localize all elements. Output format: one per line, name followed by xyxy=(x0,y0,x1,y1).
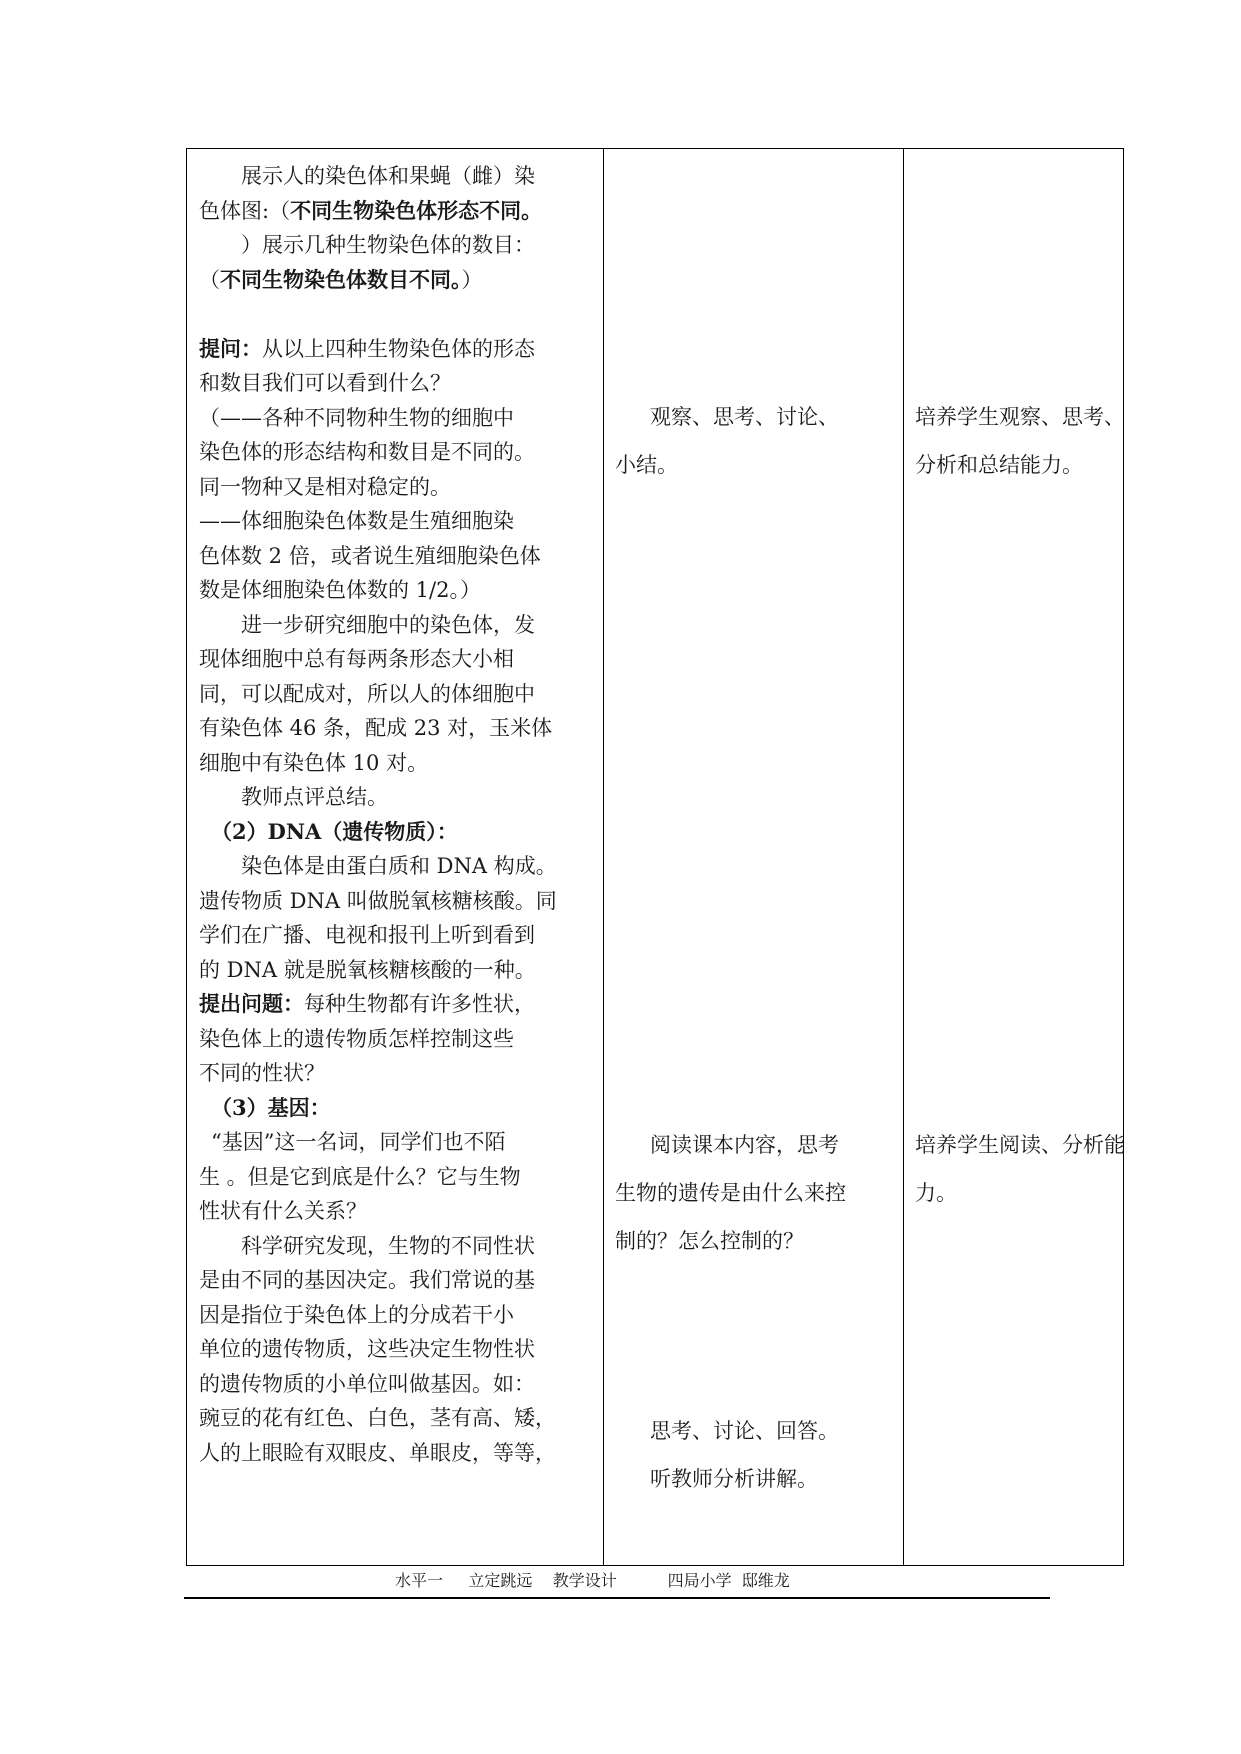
column-divider xyxy=(903,149,904,1565)
content-line xyxy=(199,297,593,332)
activity-block-answer xyxy=(650,1407,839,1503)
content-line xyxy=(199,1436,593,1471)
text-span: 和数目我们可以看到什么？ xyxy=(199,371,451,395)
text-span: 色体数 2 倍，或者说生殖细胞染色体 xyxy=(199,543,541,568)
lesson-table xyxy=(186,148,1124,1566)
activity-block-observe-cont xyxy=(615,441,678,489)
bold-text: 提问： xyxy=(199,335,262,361)
intent-block-reading xyxy=(915,1121,1125,1217)
text-span: 性状有什么关系？ xyxy=(199,1199,367,1223)
content-line xyxy=(199,953,593,988)
content-line xyxy=(199,1401,593,1436)
text-span: 现体细胞中总有每两条形态大小相 xyxy=(199,647,514,671)
activity-block-read xyxy=(650,1121,839,1169)
bold-text: 不同生物染色体数目不同。 xyxy=(220,266,462,292)
text-span: 是由不同的基因决定。我们常说的基 xyxy=(199,1268,535,1292)
text-span: 染色体的形态结构和数目是不同的。 xyxy=(199,440,535,464)
content-line xyxy=(199,470,593,505)
text-span: （——各种不同物种生物的细胞中 xyxy=(199,405,514,430)
content-line xyxy=(199,401,593,436)
activity-line: 思考、讨论、回答。 xyxy=(650,1419,839,1443)
content-line xyxy=(199,228,593,263)
text-span: 因是指位于染色体上的分成若干小 xyxy=(199,1302,514,1327)
content-line xyxy=(199,987,593,1022)
text-span: 染色体上的遗传物质怎样控制这些 xyxy=(199,1026,514,1051)
text-span: 学们在广播、电视和报刊上听到看到 xyxy=(199,923,535,947)
content-line xyxy=(199,884,593,919)
content-line xyxy=(199,159,593,194)
content-line xyxy=(199,1263,593,1298)
text-span: 遗传物质 DNA 叫做脱氧核糖核酸。同 xyxy=(199,888,557,913)
intent-line: 培养学生观察、思考、 xyxy=(915,405,1125,429)
text-span: 色体图:（ xyxy=(199,198,291,223)
content-line xyxy=(199,332,593,367)
text-span: ） xyxy=(461,267,483,292)
text-span: 细胞中有染色体 10 对。 xyxy=(199,750,429,775)
content-line xyxy=(199,711,593,746)
content-line xyxy=(199,1056,593,1091)
text-span: ——体细胞染色体数是生殖细胞染 xyxy=(199,509,514,533)
content-line xyxy=(199,1125,593,1160)
column-divider xyxy=(603,149,604,1565)
content-line xyxy=(199,504,593,539)
text-span: 的遗传物质的小单位叫做基因。如： xyxy=(199,1371,535,1396)
text-span: “基因”这一名词，同学们也不陌 xyxy=(211,1130,506,1154)
activity-line: 制的？怎么控制的？ xyxy=(615,1229,804,1253)
activity-block-read-cont xyxy=(615,1169,846,1265)
content-line xyxy=(199,1298,593,1333)
activity-block-observe xyxy=(650,393,839,441)
text-span: 染色体是由蛋白质和 DNA 构成。 xyxy=(241,854,557,878)
content-line xyxy=(199,1194,593,1229)
content-line xyxy=(199,435,593,470)
content-line xyxy=(199,780,593,815)
text-span: 数是体细胞染色体数的 1/2。） xyxy=(199,578,481,602)
content-line xyxy=(199,1091,593,1126)
text-span: 教师点评总结。 xyxy=(241,785,388,809)
text-span: 的 DNA 就是脱氧核糖核酸的一种。 xyxy=(199,957,536,982)
content-line xyxy=(199,366,593,401)
text-span: 有染色体 46 条，配成 23 对，玉米体 xyxy=(199,716,553,740)
teaching-content-column xyxy=(187,149,603,1565)
activity-line: 观察、思考、讨论、 xyxy=(650,405,839,429)
content-line xyxy=(199,194,593,229)
bold-text: 不同生物染色体形态不同。 xyxy=(290,197,543,223)
content-line xyxy=(199,677,593,712)
activity-line: 生物的遗传是由什么来控 xyxy=(615,1181,846,1205)
content-line xyxy=(199,1022,593,1057)
text-span: 展示人的染色体和果蝇（雌）染 xyxy=(241,164,535,188)
content-line xyxy=(199,918,593,953)
content-line xyxy=(199,1229,593,1264)
content-line xyxy=(199,573,593,608)
text-span: （ xyxy=(199,267,220,292)
text-span: 单位的遗传物质，这些决定生物性状 xyxy=(199,1337,535,1361)
content-line xyxy=(199,1160,593,1195)
text-span: 同，可以配成对，所以人的体细胞中 xyxy=(199,681,535,706)
text-span: 人的上眼睑有双眼皮、单眼皮，等等， xyxy=(199,1440,556,1465)
content-line xyxy=(199,608,593,643)
content-line xyxy=(199,642,593,677)
intent-line: 分析和总结能力。 xyxy=(915,453,1083,477)
text-span: 同一物种又是相对稳定的。 xyxy=(199,474,451,499)
content-line xyxy=(199,815,593,850)
text-span: 进一步研究细胞中的染色体，发 xyxy=(241,612,535,637)
content-line xyxy=(199,263,593,298)
content-line xyxy=(199,1332,593,1367)
activity-line: 小结。 xyxy=(615,453,678,477)
page-footer: 水平一 立定跳远 教学设计 四局小学 邸维龙 xyxy=(395,1571,790,1590)
text-span: 不同的性状？ xyxy=(199,1061,325,1085)
bold-text: （2）DNA（遗传物质）： xyxy=(211,818,458,844)
content-line xyxy=(199,746,593,781)
text-span: 豌豆的花有红色、白色，茎有高、矮， xyxy=(199,1406,556,1430)
intent-block-observation xyxy=(915,393,1125,489)
bold-text: 提出问题： xyxy=(199,991,304,1016)
activity-line: 听教师分析讲解。 xyxy=(650,1467,818,1491)
content-line xyxy=(199,539,593,574)
activity-line: 阅读课本内容，思考 xyxy=(650,1133,839,1157)
intent-line: 培养学生阅读、分析能 xyxy=(915,1133,1125,1157)
text-span: 从以上四种生物染色体的形态 xyxy=(262,336,535,361)
footer-rule xyxy=(184,1597,1050,1599)
text-span: 科学研究发现，生物的不同性状 xyxy=(241,1233,535,1258)
text-span: 每种生物都有许多性状， xyxy=(304,992,535,1016)
bold-text: （3）基因： xyxy=(211,1094,331,1120)
text-span: ）展示几种生物染色体的数目： xyxy=(241,233,535,257)
content-line xyxy=(199,849,593,884)
text-span: 生 。但是它到底是什么？它与生物 xyxy=(199,1164,521,1189)
intent-line: 力。 xyxy=(915,1181,957,1205)
content-line xyxy=(199,1367,593,1402)
